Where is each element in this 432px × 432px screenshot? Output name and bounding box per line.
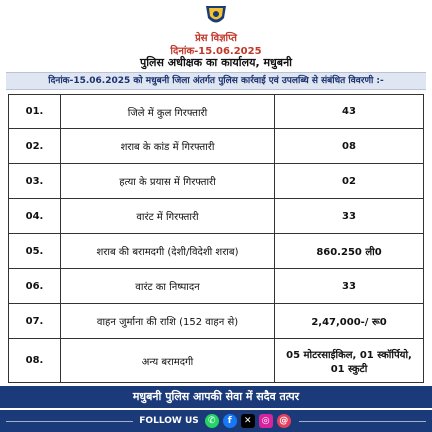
divider xyxy=(6,421,133,422)
row-value: 05 मोटरसाईकिल, 01 स्कॉर्पियो, 01 स्कुटी xyxy=(286,349,412,375)
facebook-icon[interactable]: f xyxy=(223,414,237,428)
row-value: 33 xyxy=(342,280,356,292)
office-name: पुलिस अधीक्षक का कार्यालय, मधुबनी xyxy=(139,56,293,69)
table-row xyxy=(8,95,424,129)
header xyxy=(0,0,432,72)
row-number: 08. xyxy=(9,339,61,382)
table-row xyxy=(8,234,424,269)
follow-bar xyxy=(0,410,432,432)
row-number: 04. xyxy=(9,199,61,233)
instagram-icon[interactable]: ◎ xyxy=(259,414,273,428)
row-value: 08 xyxy=(342,140,356,152)
follow-us-label: FOLLOW US xyxy=(139,416,199,426)
slogan-bar: मधुबनी पुलिस आपकी सेवा में सदैव तत्पर xyxy=(0,386,432,408)
table-row xyxy=(8,199,424,234)
row-number: 02. xyxy=(9,129,61,163)
row-number: 03. xyxy=(9,164,61,198)
row-label: हत्या के प्रयास में गिरफ्तारी xyxy=(61,164,275,198)
row-value: 43 xyxy=(342,106,356,117)
table-row xyxy=(8,164,424,199)
row-label: अन्य बरामदगी xyxy=(61,339,275,382)
release-date: दिनांक-15.06.2025 xyxy=(170,46,262,57)
row-number: 07. xyxy=(9,304,61,338)
row-number: 06. xyxy=(9,269,61,303)
row-label: वाहन जुर्माना की राशि (152 वाहन से) xyxy=(61,304,275,338)
row-value: 02 xyxy=(342,175,356,187)
row-number: 01. xyxy=(9,95,61,128)
divider xyxy=(299,421,426,422)
row-label: शराब के कांड में गिरफ्तारी xyxy=(61,129,275,163)
row-value: 33 xyxy=(342,210,356,222)
row-number: 05. xyxy=(9,234,61,268)
table-row xyxy=(8,269,424,304)
table-row xyxy=(8,129,424,164)
threads-icon[interactable]: @ xyxy=(277,414,291,428)
press-release-title: प्रेस विज्ञप्ति xyxy=(195,33,237,44)
table-row xyxy=(8,304,424,339)
x-icon[interactable]: ✕ xyxy=(241,414,255,428)
summary-banner: दिनांक-15.06.2025 को मधुबनी जिला अंतर्गत पुलिस कार्रवाई एवं उपलब्धि से संबंधित विवरणी :- xyxy=(6,72,426,90)
police-emblem-icon xyxy=(203,4,229,28)
table-row xyxy=(8,339,424,383)
whatsapp-icon[interactable]: ✆ xyxy=(205,414,219,428)
row-value: 2,47,000-/ रू0 xyxy=(311,317,387,328)
row-value: 860.250 ली0 xyxy=(316,247,382,258)
row-label: वारंट का निष्पादन xyxy=(61,269,275,303)
achievement-table xyxy=(8,94,424,383)
row-label: जिले में कुल गिरफ्तारी xyxy=(61,95,275,128)
row-label: वारंट में गिरफ्तारी xyxy=(61,199,275,233)
row-label: शराब की बरामदगी (देशी/विदेशी शराब) xyxy=(61,234,275,268)
